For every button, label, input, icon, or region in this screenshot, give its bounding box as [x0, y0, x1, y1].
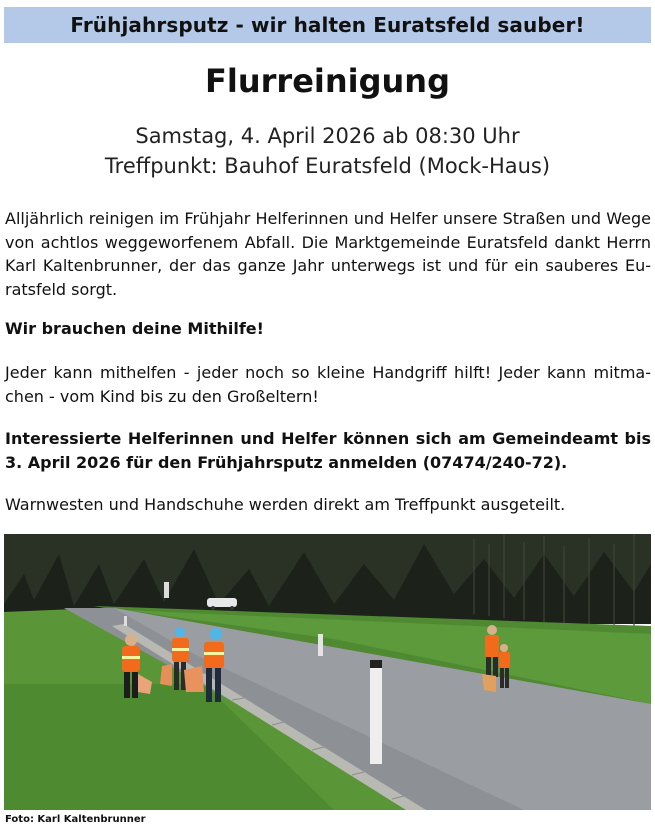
page-title: Flurreinigung [205, 62, 450, 100]
registration-paragraph: Interessierte Helferinnen und Helfer können sich am Gemeindeamt bis 3. April 2026 für den Frühjahrsputz anmelden (07474/240-72). [5, 429, 651, 472]
call-to-action: Wir brauchen deine Mithilfe! [5, 319, 264, 338]
meeting-point: Treffpunkt: Bauhof Euratsfeld (Mock-Haus) [104, 154, 551, 178]
photo-caption: Foto: Karl Kaltenbrunner [5, 814, 146, 825]
banner-text: Frühjahrsputz - wir halten Euratsfeld sauber! [70, 13, 585, 37]
everyone-paragraph: Jeder kann mithelfen - jeder noch so kleine Handgriff hilft! Jeder kann mitmachen - vom Kind bis zu den Großeltern! [5, 363, 651, 406]
equipment-paragraph: Warnwesten und Handschuhe werden direkt am Treffpunkt ausgeteilt. [5, 495, 566, 514]
event-date: Samstag, 4. April 2026 ab 08:30 Uhr [135, 124, 520, 148]
header-banner [4, 7, 651, 43]
intro-paragraph: Alljährlich reinigen im Frühjahr Helferinnen und Helfer unsere Straßen und Wege von achtlos weggeworfenem Abfall. Die Marktgemeinde Euratsfeld dankt Herrn Karl Kaltenbrunner, der das ganze Jahr unterwegs ist und für ein sauberes Euratsfeld sorgt. [5, 209, 651, 299]
cleanup-photo [4, 534, 651, 810]
